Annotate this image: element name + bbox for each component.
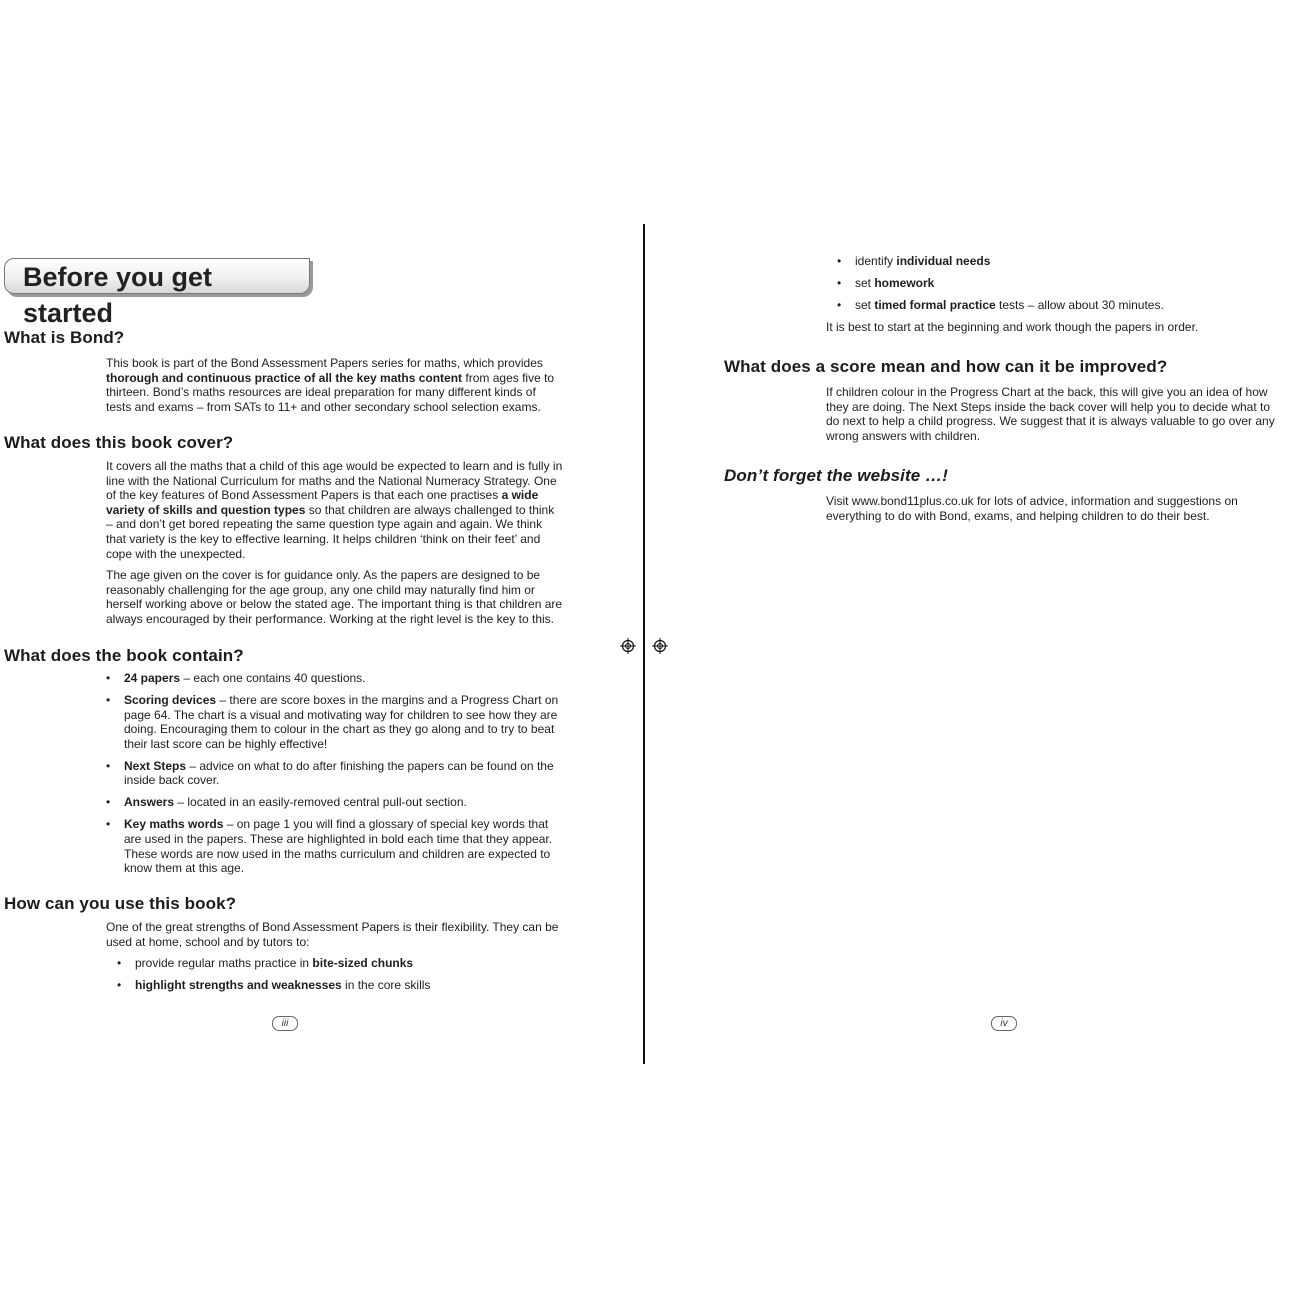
list-item	[106, 692, 565, 751]
paragraph-score-meaning: If children colour in the Progress Chart at the back, this will give you an idea of how they are doing. The Next Steps inside the back cover will help you to decide what to do next to help a child progress. We suggest that it is always valuable to go over any wrong answers with children.	[826, 385, 1275, 443]
paragraph-order-note: It is best to start at the beginning and work though the papers in order.	[826, 320, 1199, 334]
bullet-icon: •	[117, 977, 122, 992]
registration-mark-icon	[620, 638, 636, 654]
list-item	[106, 795, 565, 810]
page-divider	[643, 224, 645, 1064]
bold-text: a wide variety of skills and question types	[106, 488, 539, 517]
heading-score-meaning: What does a score mean and how can it be improved?	[724, 357, 1168, 376]
list-item	[837, 275, 1275, 291]
list-item	[837, 254, 1275, 269]
paragraph-how-to-use: One of the great strengths of Bond Assessment Papers is their flexibility. They can be used at home, school and by tutors to:	[106, 920, 559, 949]
bold-text: timed formal practice	[874, 297, 996, 312]
text-run: – on page 1 you will find a glossary of special key words that are used in the papers. These are highlighted in bold each time that they appear. These words are now used in the maths curriculum and children are expected to know them at this age.	[124, 817, 553, 876]
text-run: – advice on what to do after finishing the papers can be found on the inside back cover.	[124, 758, 554, 788]
list-item	[837, 297, 1275, 313]
text-run: set	[855, 275, 875, 290]
list-item	[117, 977, 565, 993]
list-uses-left	[117, 956, 565, 1000]
text-run: from ages five to thirteen. Bond’s maths resources are ideal preparation for many different kinds of tests and exams – from SATs to 11+ and other secondary school selection exams.	[106, 370, 555, 414]
bullet-icon: •	[117, 956, 122, 970]
bullet-icon: •	[837, 275, 842, 290]
list-item	[117, 956, 565, 971]
paragraph-book-cover-1	[106, 459, 564, 561]
bold-text: individual needs	[896, 254, 991, 268]
bold-text: thorough and continuous practice of all the key maths content	[106, 370, 463, 385]
list-item	[106, 758, 565, 788]
text-run: identify	[855, 254, 897, 268]
bold-text: Key maths words	[124, 817, 224, 832]
page-title-banner: Before you get started	[4, 258, 310, 294]
text-run: set	[855, 297, 875, 312]
text-run: in the core skills	[341, 977, 431, 992]
bullet-icon: •	[106, 692, 111, 707]
paragraph-book-cover-2: The age given on the cover is for guidance only. As the papers are designed to be reasonably challenging for the age group, any one child may naturally find him or herself working above or below the stated age. The important thing is that children are always encouraged by their performance. Working at the right level is the key to this.	[106, 568, 563, 626]
bullet-icon: •	[106, 817, 111, 832]
heading-what-is-bond: What is Bond?	[4, 328, 125, 347]
list-item	[106, 817, 565, 876]
list-book-contents	[106, 671, 565, 883]
bold-text: bite-sized chunks	[312, 956, 414, 970]
list-uses-right	[837, 254, 1275, 320]
bold-text: Scoring devices	[124, 692, 217, 707]
text-run: It covers all the maths that a child of this age would be expected to learn and is fully in line with the National Curriculum for maths and the National Numeracy Strategy. One of the key features of Bond Assessment Papers is that each one practises	[106, 459, 563, 503]
text-run: – each one contains 40 questions.	[180, 671, 366, 685]
page-number-left: iii	[272, 1016, 298, 1031]
bold-text: Answers	[124, 795, 175, 810]
text-run: – located in an easily-removed central pull-out section.	[174, 795, 467, 810]
heading-book-cover: What does this book cover?	[4, 433, 234, 452]
heading-how-to-use: How can you use this book?	[4, 894, 237, 913]
bullet-icon: •	[837, 254, 842, 268]
page-number-right: iv	[991, 1016, 1017, 1031]
bullet-icon: •	[837, 297, 842, 312]
text-run: tests – allow about 30 minutes.	[995, 297, 1164, 312]
registration-mark-icon	[652, 638, 668, 654]
bullet-icon: •	[106, 671, 111, 685]
bold-text: highlight strengths and weaknesses	[135, 977, 342, 992]
bullet-icon: •	[106, 795, 111, 810]
bold-text: homework	[874, 275, 935, 290]
bullet-icon: •	[106, 758, 111, 773]
text-run: so that children are always challenged to think – and don’t get bored repeating the same question type again and again. We think that variety is the key to effective learning. It helps children ‘think on their feet’ and cope with the unexpected.	[106, 502, 555, 561]
paragraph-website: Visit www.bond11plus.co.uk for lots of advice, information and suggestions on everything to do with Bond, exams, and helping children to do their best.	[826, 494, 1238, 523]
text-run: provide regular maths practice in	[135, 956, 313, 970]
bold-text: Next Steps	[124, 758, 187, 773]
text-run: – there are score boxes in the margins and a Progress Chart on page 64. The chart is a visual and motivating way for children to see how they are doing. Encouraging them to colour in the chart as they go along and to try to beat their last score can be highly effective!	[124, 692, 559, 751]
paragraph-what-is-bond	[106, 356, 564, 414]
list-item	[106, 671, 565, 686]
text-run: This book is part of the Bond Assessment Papers series for maths, which provides	[106, 356, 543, 370]
heading-book-contain: What does the book contain?	[4, 646, 244, 665]
heading-website: Don’t forget the website …!	[724, 466, 949, 485]
bold-text: 24 papers	[124, 671, 181, 685]
